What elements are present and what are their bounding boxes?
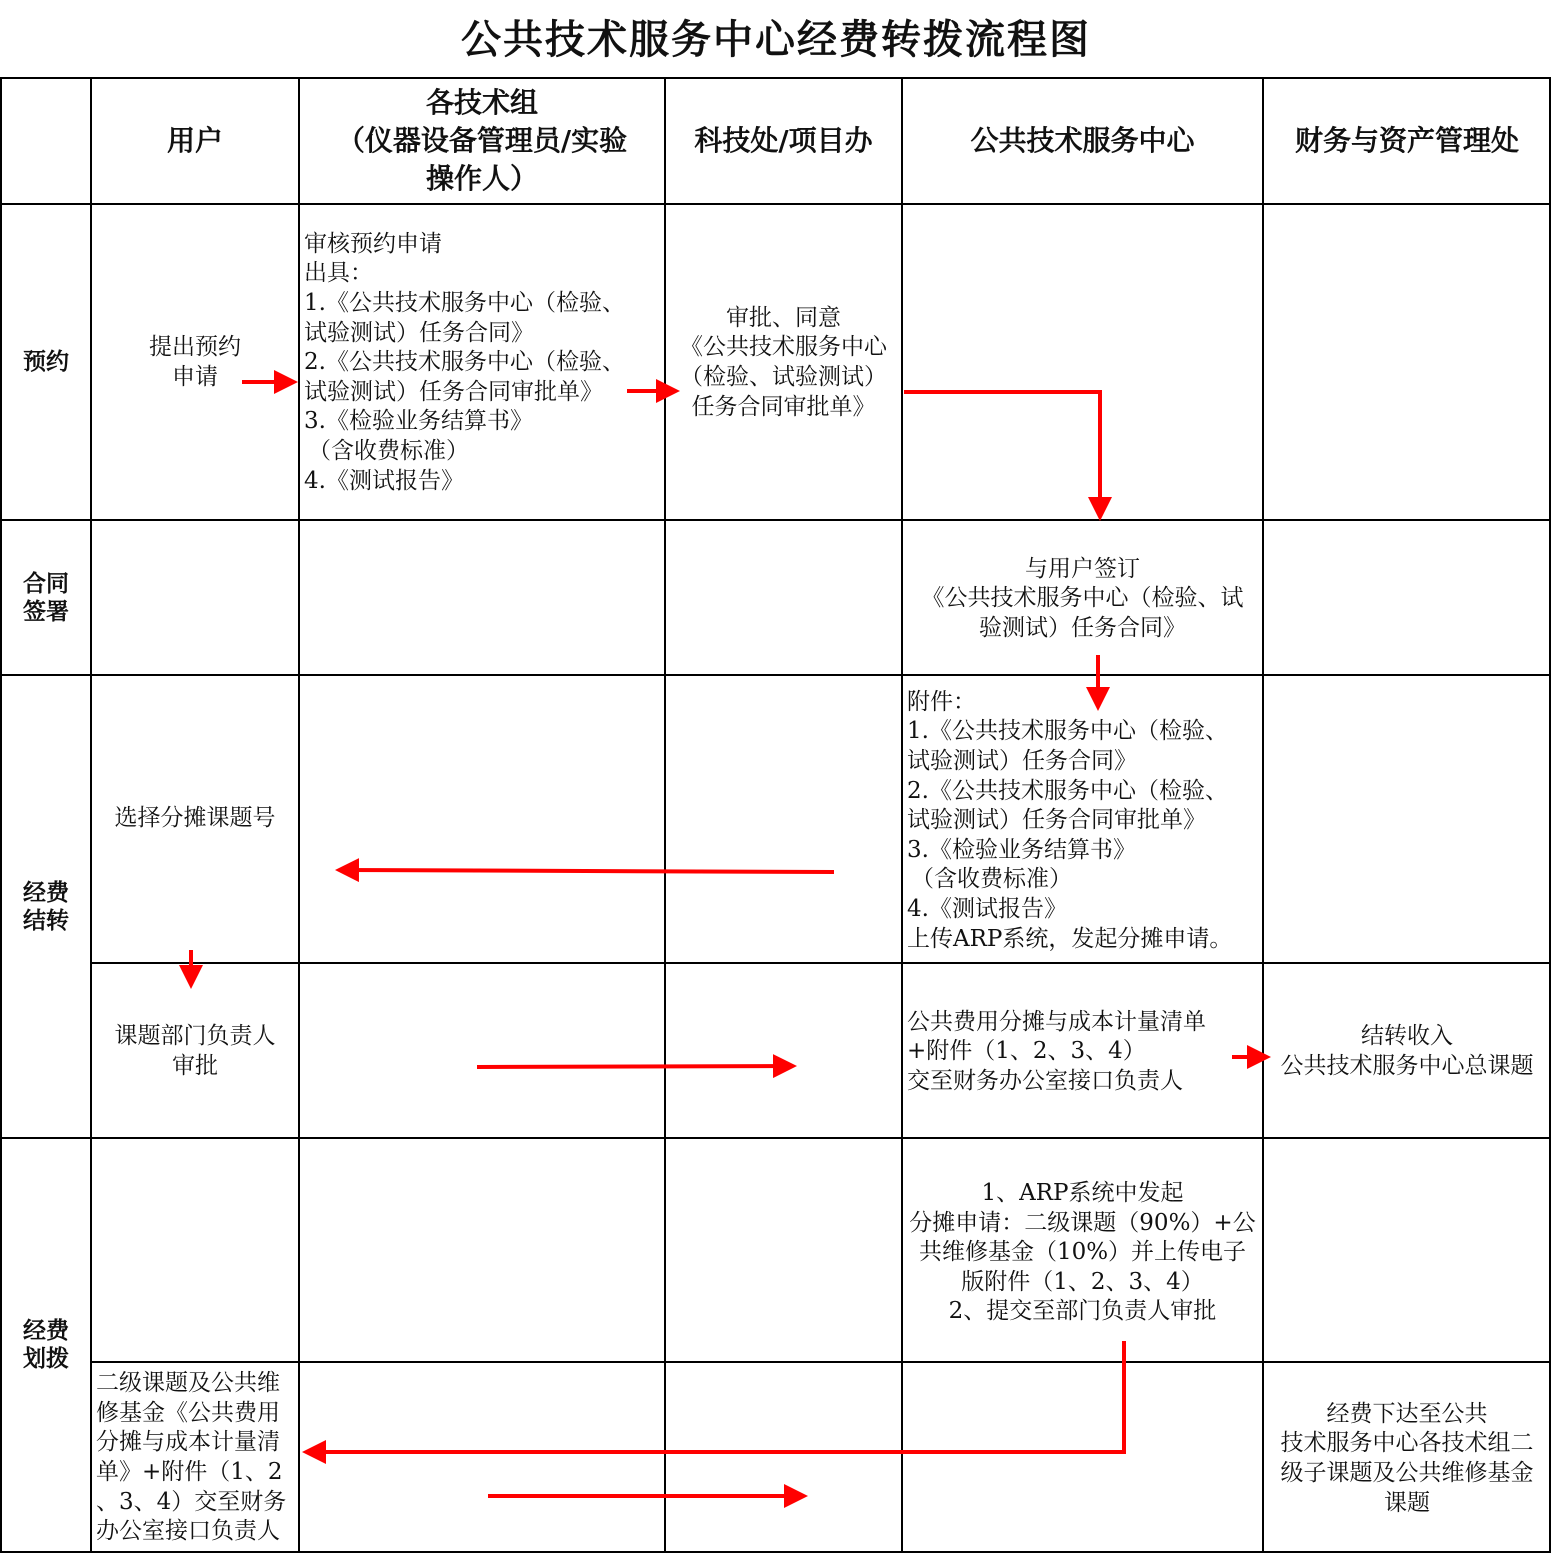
- col-header-tech-group-line: 操作人）: [425, 162, 538, 195]
- step-text-line: 1.《公共技术服务中心（检验、: [907, 718, 1228, 745]
- page-title: 公共技术服务中心经费转拨流程图: [461, 17, 1091, 63]
- step-text-line: 课题部门负责人: [114, 1023, 276, 1050]
- step-text-line: 公共费用分摊与成本计量清单: [907, 1008, 1206, 1035]
- step-text-line: 《公共技术服务中心: [680, 334, 887, 361]
- row-header-allocation-line: 划拨: [23, 1346, 69, 1372]
- step-text-line: 附件：: [907, 688, 976, 715]
- step-text-line: 试验测试）任务合同审批单》: [304, 378, 603, 405]
- col-header-user-label: 用户: [166, 124, 223, 157]
- step-text-line: 共维修基金（10%）并上传电子: [918, 1239, 1247, 1266]
- step-text-line: 技术服务中心各技术组二: [1280, 1430, 1534, 1457]
- step-text-line: 审批、同意: [726, 304, 841, 331]
- arrow-public-center-to-user: [339, 870, 834, 872]
- arrow-science-office-to-public-center: [904, 392, 1100, 517]
- step-text-line: 、3、4）交至财务: [96, 1488, 287, 1515]
- step-text-line: 审核预约申请: [304, 230, 442, 257]
- row-header-transfer-line: 结转: [23, 907, 69, 934]
- step-text-line: 3.《检验业务结算书》: [304, 408, 533, 435]
- step-text-line: （含收费标准）: [911, 866, 1072, 893]
- step-text-line: 课题: [1384, 1489, 1430, 1516]
- step-text-line: 2、提交至部门负责人审批: [948, 1298, 1217, 1325]
- col-header-finance-label: 财务与资产管理处: [1294, 124, 1519, 157]
- step-text-line: 审批: [172, 1053, 218, 1079]
- step-text-line: 修基金《公共费用: [96, 1399, 280, 1426]
- step-text-line: 3.《检验业务结算书》: [907, 836, 1136, 863]
- step-text-line: 1.《公共技术服务中心（检验、: [304, 290, 625, 317]
- row-header-booking-label: 预约: [23, 349, 69, 375]
- step-text-line: 交至财务办公室接口负责人: [907, 1067, 1183, 1094]
- col-header-science-office-label: 科技处/项目办: [694, 124, 873, 157]
- step-text-line: 版附件（1、2、3、4）: [961, 1268, 1204, 1295]
- step-text-line: 出具：: [304, 260, 373, 287]
- step-text-line: 分摊与成本计量清: [96, 1429, 280, 1456]
- arrow-approval-to-public-center: [477, 1066, 793, 1067]
- step-text-line: 申请: [172, 364, 218, 390]
- step-text-line: 办公室接口负责人: [96, 1518, 280, 1545]
- step-text-line: +附件（1、2、3、4）: [907, 1038, 1146, 1065]
- step-text-line: 公共技术服务中心总课题: [1280, 1053, 1534, 1079]
- step-text-line: 与用户签订: [1025, 555, 1140, 582]
- step-text-line: 试验测试）任务合同审批单》: [907, 807, 1206, 834]
- step-text-line: （含收费标准）: [308, 437, 469, 464]
- row-header-transfer-line: 经费: [23, 879, 69, 906]
- step-text-line: 二级课题及公共维: [96, 1370, 280, 1397]
- arrow-public-center-to-user-allocation: [306, 1341, 1124, 1452]
- step-text-line: 1、ARP系统中发起: [981, 1180, 1184, 1207]
- col-header-tech-group-line: （仪器设备管理员/实验: [336, 124, 628, 157]
- step-text-line: 试验测试）任务合同》: [304, 319, 534, 346]
- step-text-line: 选择分摊课题号: [114, 805, 276, 832]
- step-text-line: 2.《公共技术服务中心（检验、: [304, 349, 625, 376]
- step-text-line: 验测试）任务合同》: [979, 614, 1186, 641]
- step-text-line: （检验、试验测试）: [680, 364, 887, 390]
- row-header-allocation-line: 经费: [23, 1318, 69, 1344]
- col-header-public-center-label: 公共技术服务中心: [970, 124, 1195, 157]
- col-header-tech-group-line: 各技术组: [425, 86, 538, 119]
- step-text-line: 单》+附件（1、2: [96, 1459, 283, 1485]
- step-text-line: 《公共技术服务中心（检验、试: [921, 585, 1244, 612]
- step-text-line: 任务合同审批单》: [691, 393, 876, 420]
- row-header-contract-line: 合同: [23, 570, 69, 597]
- step-text-line: 结转收入: [1361, 1023, 1453, 1050]
- step-text-line: 4.《测试报告》: [304, 467, 464, 494]
- step-text-line: 分摊申请：二级课题（90%）+公: [909, 1209, 1256, 1236]
- step-text-line: 2.《公共技术服务中心（检验、: [907, 777, 1228, 804]
- step-text-line: 4.《测试报告》: [907, 895, 1067, 922]
- step-text-line: 试验测试）任务合同》: [907, 748, 1137, 775]
- step-text-line: 经费下达至公共: [1326, 1400, 1488, 1427]
- step-text-line: 上传ARP系统，发起分摊申请。: [907, 925, 1233, 952]
- row-header-contract-line: 签署: [23, 598, 69, 625]
- step-text-line: 级子课题及公共维修基金: [1280, 1460, 1534, 1486]
- step-text-line: 提出预约: [149, 334, 241, 361]
